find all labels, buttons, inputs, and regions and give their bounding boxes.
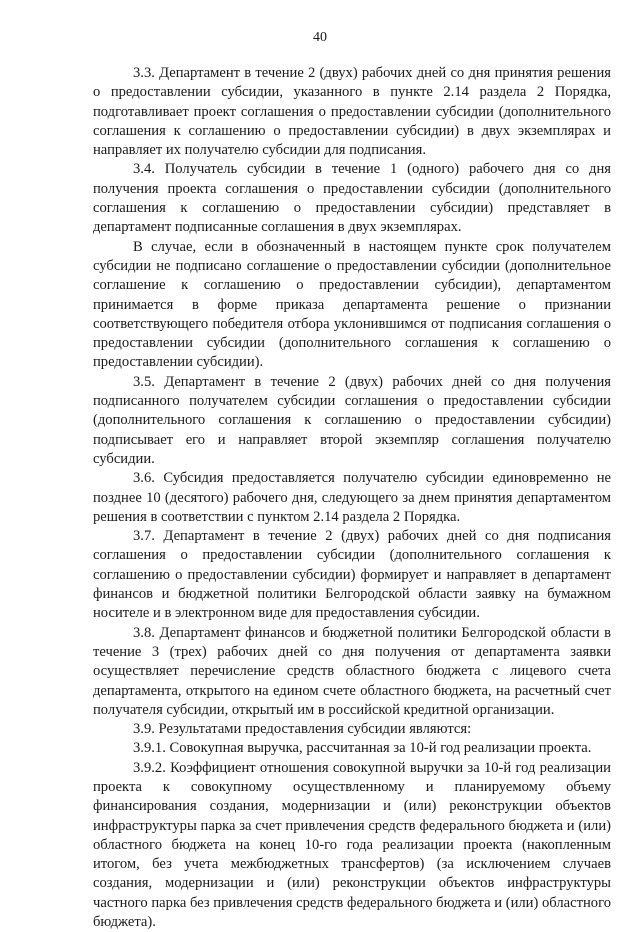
page-number: 40: [313, 30, 327, 45]
paragraph-3-9-2: 3.9.2. Коэффициент отношения совокупной выручки за 10-й год реализации проекта к совокупному осуществленному и планируемому объему финансирования создания, модернизации и (или) реконструкции объектов инфраструктуры парка за счет привлечения средств федерального бюджета и (или) областного бюджета на конец 10-го года реализации проекта (накопленным итогом, без учета межбюджетных трансфертов) (за исключением случаев создания, модернизации и (или) реконструкции объектов инфраструктуры частного парка без привлечения средств федерального бюджета и (или) областного бюджета).: [93, 759, 611, 931]
paragraph-3-6: 3.6. Субсидия предоставляется получателю субсидии единовременно не позднее 10 (десятого) рабочего дня, следующего за днем принятия департаментом решения в соответствии с пунктом 2.14 раздела 2 Порядка.: [93, 470, 611, 525]
paragraph-3-3: 3.3. Департамент в течение 2 (двух) рабочих дней со дня принятия решения о предоставлении субсидии, указанного в пункте 2.14 раздела 2 Порядка, подготавливает проект соглашения о предоставлении субсидии (дополнительного соглашения к соглашению о предоставлении субсидии) в двух экземплярах и направляет их получателю субсидии для подписания.: [93, 65, 611, 159]
paragraph-3-7: 3.7. Департамент в течение 2 (двух) рабочих дней со дня подписания соглашения о предоставлении субсидии (дополнительного соглашения к соглашению о предоставлении субсидии) формирует и направляет в департамент финансов и бюджетной политики Белгородской области заявку на бумажном носителе и в электронном виде для предоставления субсидии.: [93, 528, 611, 622]
paragraph-3-9-1: 3.9.1. Совокупная выручка, рассчитанная за 10-й год реализации проекта.: [133, 740, 592, 757]
paragraph-3-4-refusal: В случае, если в обозначенный в настоящем пункте срок получателем субсидии не подписано соглашение о предоставлении субсидии (дополнительное соглашение к соглашению о предоставлении субсидии), департаментом принимается в форме приказа департамента решение о признании соответствующего победителя отбора уклонившимся от подписания соглашения о предоставлении субсидии (дополнительного соглашения к соглашению о предоставлении субсидии).: [93, 238, 611, 371]
document-body: [93, 64, 611, 932]
paragraph-3-9: 3.9. Результатами предоставления субсидии являются:: [133, 721, 472, 738]
paragraph-3-4: 3.4. Получатель субсидии в течение 1 (одного) рабочего дня со дня получения проекта соглашения о предоставлении субсидии (дополнительного соглашения к соглашению о предоставлении субсидии) представляет в департамент подписанные соглашения в двух экземплярах.: [93, 161, 611, 236]
paragraph-3-8: 3.8. Департамент финансов и бюджетной политики Белгородской области в течение 3 (трех) рабочих дней со дня получения от департамента заявки осуществляет перечисление средств областного бюджета с лицевого счета департамента, открытого на едином счете областного бюджета, на расчетный счет получателя субсидии, открытый им в российской кредитной организации.: [93, 624, 611, 718]
paragraph-3-5: 3.5. Департамент в течение 2 (двух) рабочих дней со дня получения подписанного получателем субсидии соглашения о предоставлении субсидии (дополнительного соглашения к соглашению о предоставлении субсидии) подписывает его и направляет второй экземпляр соглашения получателю субсидии.: [93, 373, 611, 467]
